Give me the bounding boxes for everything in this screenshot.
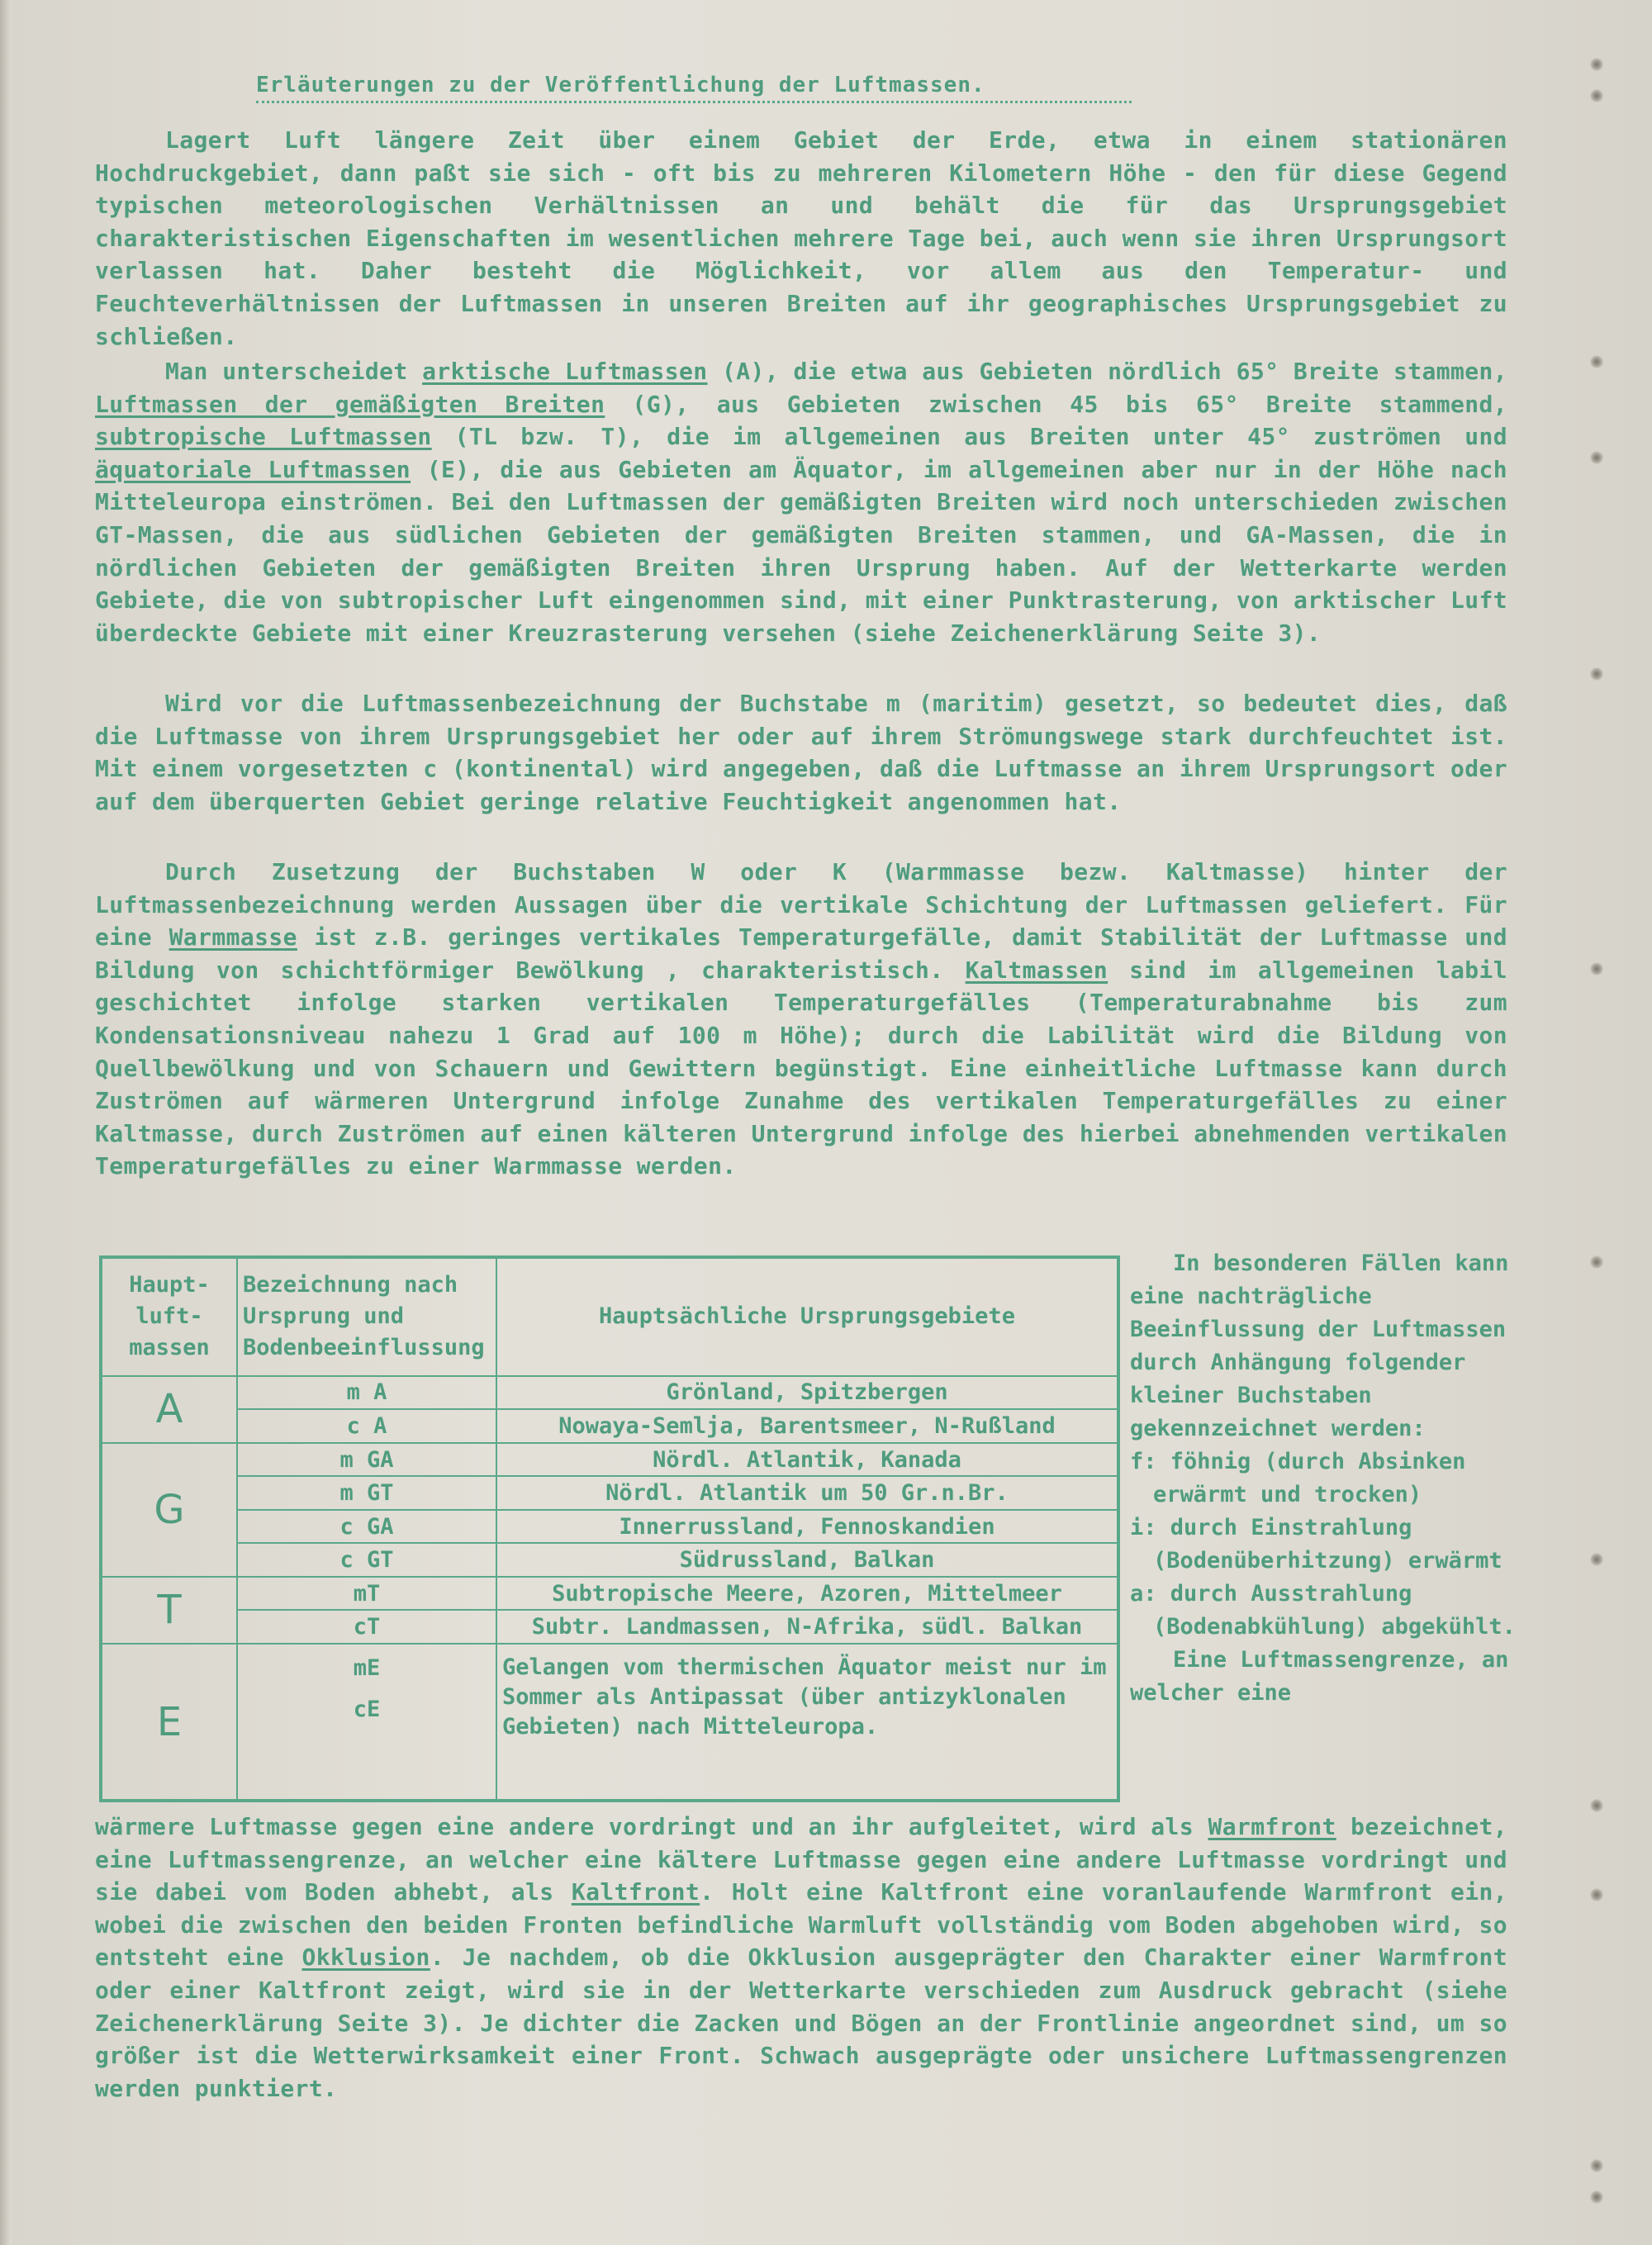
designation-cell: m A <box>237 1376 496 1410</box>
text-span: . Holt eine Kaltfront eine voranlaufende Warmfront ein, wobei die zwischen den beiden Fronten befindliche Warmluft vollständig vom Boden abgehoben wird, so entsteht eine <box>95 1878 1507 1972</box>
binder-hole <box>1590 1799 1603 1812</box>
origin-cell: Nowaya-Semlja, Barentsmeer, N-Rußland <box>496 1409 1118 1443</box>
term-kaltfront: Kaltfront <box>571 1878 700 1906</box>
designation-cell: c GA <box>237 1510 496 1544</box>
table-row <box>101 1610 1118 1644</box>
paragraph-1-text: Lagert Luft längere Zeit über einem Gebiet der Erde, etwa in einem stationären Hochdruckgebiet, dann paßt sie sich - oft bis zu mehreren Kilometern Höhe - den für diese Gegend typischen meteorologischen Verhältnissen an und behält die für das Ursprungsgebiet charakteristischen Eigenschaften im wesentlichen mehrere Tage bei, auch wenn sie ihren Ursprungsort verlassen hat. Daher besteht die Möglichkeit, vor allem aus den Temperatur- und Feuchteverhältnissen der Luftmassen in unseren Breiten auf ihr geographisches Ursprungsgebiet zu schließen. <box>95 126 1507 350</box>
text-span: Man unterscheidet <box>165 358 423 385</box>
binder-hole <box>1590 2190 1603 2204</box>
term-equatorial: äquatoriale Luftmassen <box>95 455 411 483</box>
binder-hole <box>1590 89 1603 102</box>
origin-cell: Nördl. Atlantik, Kanada <box>496 1443 1118 1477</box>
designation-cell: m GA <box>237 1443 496 1477</box>
paragraph-5 <box>95 1811 1507 2105</box>
paragraph-5-text <box>95 1811 1507 2105</box>
paragraph-2-text <box>95 355 1507 649</box>
side-note-intro: In besonderen Fällen kann eine nachträgliche Beeinflussung der Luftmassen durch Anhängung folgender kleiner Buchstaben gekennzeichnet werden: <box>1130 1251 1509 1441</box>
side-note-item: i: durch Einstrahlung (Bodenüberhitzung) erwärmt <box>1130 1515 1502 1573</box>
text-span: bezeichnet, eine Luftmassengrenze, an welcher eine kältere Luftmasse gegen eine andere Luftmasse vordringt und sie dabei vom Boden abhebt, als <box>95 1813 1507 1906</box>
text-span: (E), die aus Gebieten am Äquator, im allgemeinen aber nur in der Höhe nach Mitteleuropa einströmen. Bei den Luftmassen der gemäßigten Breiten wird noch unterschieden zwischen GT-Massen, die aus südlichen Gebieten der gemäßigten Breiten stammen, und GA-Massen, die in nördlichen Gebieten der gemäßigten Breiten ihren Ursprung haben. Auf der Wetterkarte werden Gebiete, die von subtropischer Luft eingenommen sind, mit einer Punktrasterung, von arktischer Luft überdeckte Gebiete mit einer Kreuzrasterung versehen (siehe Zeichenerklärung Seite 3). <box>95 455 1507 647</box>
header-designation: Bezeichnung nach Ursprung und Bodenbeeinflussung <box>237 1257 496 1376</box>
designation-cell: mT <box>237 1577 496 1611</box>
origin-cell: Innerrussland, Fennoskandien <box>496 1510 1118 1544</box>
text-span: ist z.B. geringes vertikales Temperaturgefälle, damit Stabilität der Luftmasse und Bildung von schichtförmiger Bewölkung , charakteristisch. <box>95 923 1507 984</box>
term-okklusion: Okklusion <box>301 1944 430 1972</box>
binder-hole <box>1590 2159 1603 2172</box>
origin-cell: Gelangen vom thermischen Äquator meist nur im Sommer als Antipassat (über antizyklonalen Gebieten) nach Mitteleuropa. <box>496 1644 1118 1801</box>
mass-A: A <box>101 1376 237 1443</box>
binder-hole <box>1590 962 1603 975</box>
header-origin: Hauptsächliche Ursprungsgebiete <box>496 1257 1118 1376</box>
table-row <box>101 1543 1118 1577</box>
designation-cell: c A <box>237 1409 496 1443</box>
term-temperate: Luftmassen der gemäßigten Breiten <box>95 390 605 418</box>
table-row <box>101 1443 1118 1477</box>
page-edge <box>0 0 12 2245</box>
binder-hole <box>1590 1888 1603 1901</box>
term-kaltmassen: Kaltmassen <box>965 956 1108 984</box>
paragraph-4-text <box>95 856 1507 1183</box>
side-note-item: f: föhnig (durch Absinken erwärmt und trocken) <box>1130 1449 1466 1507</box>
paragraph-3 <box>95 687 1507 818</box>
paragraph-4 <box>95 856 1507 1183</box>
table-row <box>101 1577 1118 1611</box>
paragraph-1 <box>95 124 1507 353</box>
paragraph-2 <box>95 355 1507 649</box>
origin-cell: Nördl. Atlantik um 50 Gr.n.Br. <box>496 1476 1118 1510</box>
binder-hole <box>1590 451 1603 464</box>
mass-T: T <box>101 1577 237 1644</box>
text-span: . Je nachdem, ob die Okklusion ausgeprägter den Charakter einer Warmfront oder einer Kaltfront zeigt, wird sie in der Wetterkarte verschieden zum Ausdruck gebracht (siehe Zeichenerklärung Seite 3). Je dichter die Zacken und Bögen an der Frontlinie angeordnet sind, um so größer ist die Wetterwirksamkeit einer Front. Schwach ausgeprägte oder unsichere Luftmassengrenzen werden punktiert. <box>95 1944 1507 2102</box>
origin-cell: Subtr. Landmassen, N-Afrika, südl. Balkan <box>496 1610 1118 1644</box>
table-row <box>101 1409 1118 1443</box>
table-row <box>101 1376 1118 1410</box>
binder-hole <box>1590 667 1603 681</box>
side-note-continuation: Eine Luftmassengrenze, an welcher eine <box>1130 1647 1509 1706</box>
mass-E: E <box>101 1644 237 1801</box>
text-span: Durch Zusetzung der Buchstaben W oder K (Warmmasse bezw. Kaltmasse) hinter der Luftmassenbezeichnung werden Aussagen über die vertikale Schichtung der Luftmassen geliefert. Für eine <box>95 858 1507 952</box>
header-main-mass: Haupt-luft-massen <box>101 1257 237 1376</box>
designation-cell: m GT <box>237 1476 496 1510</box>
origin-cell: Grönland, Spitzbergen <box>496 1376 1118 1410</box>
text-span: sind im allgemeinen labil geschichtet infolge starken vertikalen Temperaturgefälles (Temperaturabnahme bis zum Kondensationsniveau nahezu 1 Grad auf 100 m Höhe); durch die Labilität wird die Bildung von Quellbewölkung und von Schauern und Gewittern begünstigt. Eine einheitliche Luftmasse kann durch Zuströmen auf wärmeren Untergrund infolge Zunahme des vertikalen Temperaturgefälles zu einer Kaltmasse, durch Zuströmen auf einen kälteren Untergrund infolge des hierbei abnehmenden vertikalen Temperaturgefälles zu einer Warmmasse werden. <box>95 956 1507 1180</box>
text-span: (G), aus Gebieten zwischen 45 bis 65° Breite stammend, <box>605 390 1507 418</box>
term-warmfront: Warmfront <box>1208 1813 1336 1840</box>
paragraph-3-text: Wird vor die Luftmassenbezeichnung der Buchstabe m (maritim) gesetzt, so bedeutet dies, daß die Luftmasse von ihrem Ursprungsgebiet her oder auf ihrem Strömungswege stark durchfeuchtet ist. Mit einem vorgesetzten c (kontinental) wird angegeben, daß die Luftmasse an ihrem Ursprungsort oder auf dem überquerten Gebiet geringe relative Feuchtigkeit angenommen hat. <box>95 690 1507 815</box>
term-warmmasse: Warmmasse <box>169 923 297 952</box>
designation-cell: c GT <box>237 1543 496 1577</box>
text-span: (A), die etwa aus Gebieten nördlich 65° Breite stammen, <box>707 358 1508 385</box>
side-note <box>1130 1247 1518 1710</box>
designation-cell: cT <box>237 1610 496 1644</box>
designation-cell <box>237 1644 496 1801</box>
mass-G: G <box>101 1443 237 1577</box>
origin-cell: Subtropische Meere, Azoren, Mittelmeer <box>496 1577 1118 1611</box>
term-subtropical: subtropische Luftmassen <box>95 423 432 451</box>
binder-hole <box>1590 355 1603 368</box>
binder-hole <box>1590 58 1603 71</box>
table-header-row <box>101 1257 1118 1376</box>
air-mass-table <box>99 1255 1120 1802</box>
table-row <box>101 1476 1118 1510</box>
designation-mE: mE <box>353 1655 381 1681</box>
side-note-item: a: durch Ausstrahlung (Bodenabkühlung) abgekühlt. <box>1130 1581 1516 1640</box>
designation-cE: cE <box>353 1697 381 1722</box>
term-arctic: arktische Luftmassen <box>422 358 708 385</box>
table-row <box>101 1644 1118 1801</box>
text-span: (TL bzw. T), die im allgemeinen aus Breiten unter 45° zuströmen und <box>431 423 1507 451</box>
binder-hole <box>1590 1255 1603 1269</box>
binder-hole <box>1590 1553 1603 1566</box>
table-row <box>101 1510 1118 1544</box>
text-span: wärmere Luftmasse gegen eine andere vordringt und an ihr aufgleitet, wird als <box>95 1813 1208 1840</box>
page-title: Erläuterungen zu der Veröffentlichung der Luftmassen. <box>256 73 1132 103</box>
origin-cell: Südrussland, Balkan <box>496 1543 1118 1577</box>
